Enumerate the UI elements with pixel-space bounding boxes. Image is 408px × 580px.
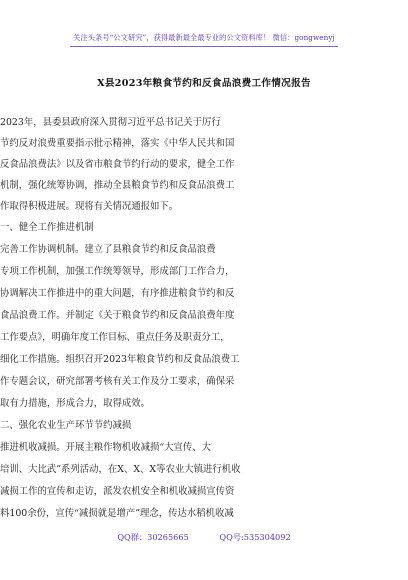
header-notice: 关注头条号“公文研究”，获得最新最全最专业的公文资料库！ 微信：gongwenyj <box>73 33 335 42</box>
footer-contacts <box>0 532 408 543</box>
body-line: 协调解决工作推进中的重大问题，有序推进粮食节约和反 <box>0 288 235 299</box>
body-line: 2023年，县委县政府深入贯彻习近平总书记关于厉行 <box>0 117 221 128</box>
body-line: 反食品浪费法》以及省市粮食节约行动的要求，健全工作 <box>0 159 235 170</box>
body-line: 料100余份，宣传“减损就是增产”理念，传达水稻机收减 <box>0 508 234 519</box>
body-line: 专项工作机制，加强工作统筹领导，形成部门工作合力， <box>0 266 235 277</box>
section-heading: 二、强化农业生产环节节约减损 <box>0 420 132 431</box>
body-line: 培训、大比武”系列活动，在X、X、X等农业大镇进行机收 <box>0 464 241 475</box>
body-line: 作专题会议，研究部署考核有关工作及分工要求，确保采 <box>0 376 235 387</box>
body-line: 机制，强化统筹协调，推动全县粮食节约和反食品浪费工 <box>0 180 235 191</box>
body-line: 作取得积极进展。现将有关情况通报如下。 <box>0 201 179 212</box>
section-heading: 一、健全工作推进机制 <box>0 222 94 233</box>
header-divider <box>70 46 338 47</box>
body-line: 细化工作措施。组织召开2023年粮食节约和反食品浪费工 <box>0 354 240 365</box>
body-line: 食品浪费工作。并制定《关于粮食节约和反食品浪费年度 <box>0 310 235 321</box>
body-line: 取有力措施，形成合力，取得成效。 <box>0 398 151 409</box>
footer-qq-number: QQ号:535304092 <box>219 532 291 542</box>
footer-qq-group: QQ群：30265665 <box>117 532 189 542</box>
body-line: 推进机收减损。开展主粮作物机收减损“大宣传、大 <box>0 442 212 453</box>
document-title: X县2023年粮食节约和反食品浪费工作情况报告 <box>97 78 311 89</box>
body-line: 完善工作协调机制。建立了县粮食节约和反食品浪费 <box>0 244 216 255</box>
body-line: 减损工作的宣传和走访，派发农机安全和机收减损宣传资 <box>0 486 235 497</box>
body-line: 节约反对浪费重要指示批示精神，落实《中华人民共和国 <box>0 138 235 149</box>
body-line: 工作要点》，明确年度工作目标、重点任务及职责分工， <box>0 332 230 343</box>
